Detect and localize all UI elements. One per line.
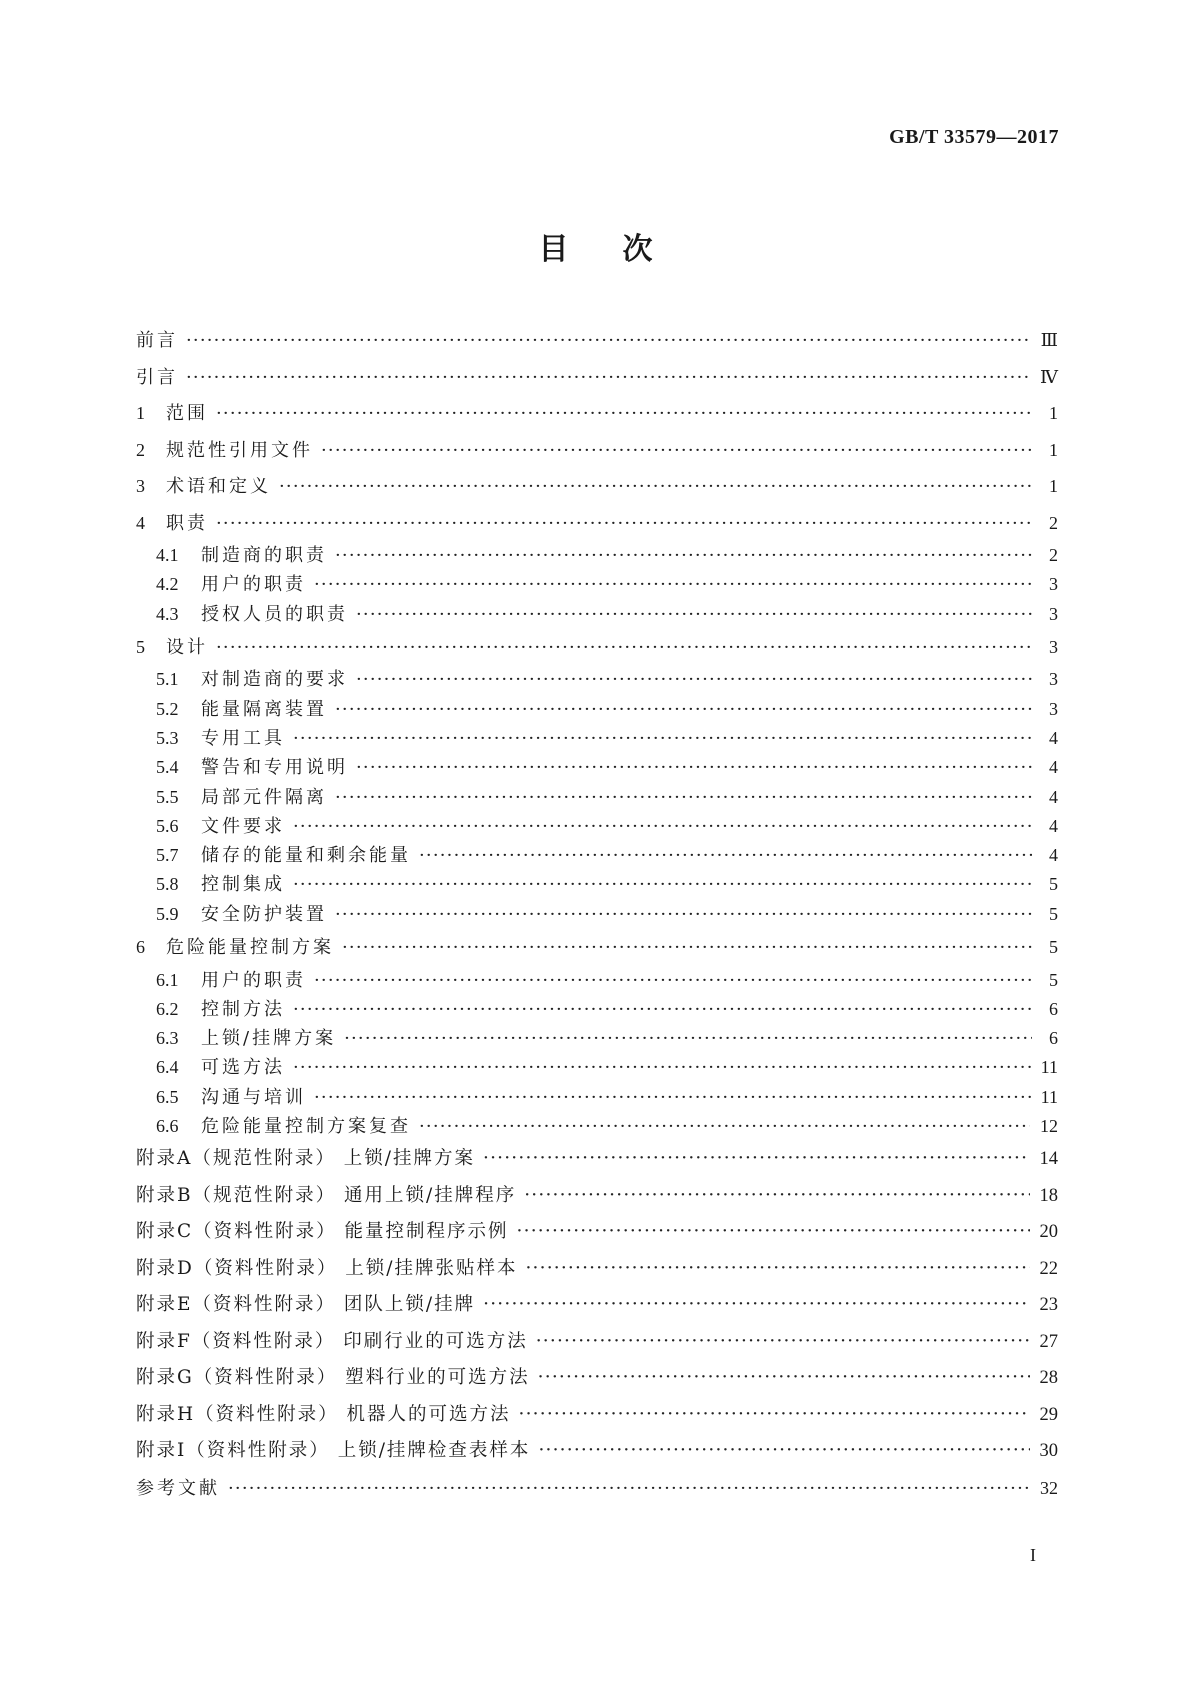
toc-entry[interactable] bbox=[136, 359, 1058, 396]
toc-leader-dots bbox=[216, 506, 1032, 543]
toc-leader-dots bbox=[293, 1053, 1031, 1082]
toc-leader-dots bbox=[293, 724, 1032, 753]
toc-entry[interactable] bbox=[136, 966, 1058, 995]
toc-entry-page: 28 bbox=[1039, 1368, 1058, 1389]
toc-entry-title: 局部元件隔离 bbox=[201, 786, 327, 808]
toc-entry[interactable] bbox=[136, 1324, 1058, 1361]
toc-entry-number: 6 bbox=[136, 937, 145, 958]
toc-entry-page: 14 bbox=[1039, 1149, 1058, 1170]
toc-leader-dots bbox=[356, 600, 1032, 629]
toc-leader-dots bbox=[279, 469, 1032, 506]
toc-entry-title: 授权人员的职责 bbox=[201, 603, 348, 625]
toc-entry-title: 附录B（规范性附录） 通用上锁/挂牌程序 bbox=[136, 1184, 517, 1206]
toc-entry-page: 3 bbox=[1049, 669, 1058, 690]
toc-entry[interactable] bbox=[136, 783, 1058, 812]
toc-leader-dots bbox=[335, 695, 1032, 724]
toc-entry-title: 附录G（资料性附录） 塑料行业的可选方法 bbox=[136, 1367, 530, 1389]
toc-leader-dots bbox=[186, 360, 1030, 397]
toc-entry-page: 4 bbox=[1049, 845, 1058, 866]
toc-entry[interactable] bbox=[136, 395, 1058, 432]
toc-entry[interactable] bbox=[136, 812, 1058, 841]
toc-entry-title: 用户的职责 bbox=[201, 574, 306, 596]
toc-entry-number: 5.9 bbox=[156, 903, 179, 924]
toc-leader-dots bbox=[419, 1112, 1030, 1141]
toc-entry-number: 4.2 bbox=[156, 574, 179, 595]
toc-entry-number: 3 bbox=[136, 476, 145, 496]
toc-leader-dots bbox=[293, 812, 1032, 841]
toc-entry-page: 3 bbox=[1049, 574, 1058, 595]
toc-entry-page: 5 bbox=[1049, 903, 1058, 924]
toc-entry-page: 5 bbox=[1049, 969, 1058, 990]
toc-entry-title: 附录C（资料性附录） 能量控制程序示例 bbox=[136, 1221, 509, 1243]
toc-entry-number: 6.4 bbox=[156, 1057, 179, 1078]
toc-entry-title: 附录H（资料性附录） 机器人的可选方法 bbox=[136, 1403, 511, 1425]
toc-entry-title: 安全防护装置 bbox=[201, 903, 327, 925]
toc-entry-page: 6 bbox=[1049, 998, 1058, 1019]
toc-entry-title: 危险能量控制方案 bbox=[166, 937, 334, 959]
toc-entry[interactable] bbox=[136, 1251, 1058, 1288]
toc-entry[interactable] bbox=[136, 600, 1058, 629]
toc-leader-dots bbox=[216, 396, 1032, 433]
toc-entry-page: 4 bbox=[1049, 815, 1058, 836]
toc-entry-page: 4 bbox=[1049, 757, 1058, 778]
toc-leader-dots bbox=[216, 630, 1032, 667]
toc-entry[interactable] bbox=[136, 541, 1058, 570]
toc-entry-page: 29 bbox=[1039, 1404, 1058, 1425]
toc-entry-title: 储存的能量和剩余能量 bbox=[201, 845, 411, 867]
toc-entry-title: 用户的职责 bbox=[201, 969, 306, 991]
toc-entry-page: 3 bbox=[1049, 603, 1058, 624]
page-title: 目次 bbox=[538, 232, 707, 267]
toc-entry-number: 6.1 bbox=[156, 969, 179, 990]
toc-entry-title: 对制造商的要求 bbox=[201, 669, 348, 691]
toc-entry-page: 1 bbox=[1049, 403, 1058, 423]
toc-entry[interactable] bbox=[136, 665, 1058, 694]
standard-code: GB/T 33579—2017 bbox=[889, 126, 1059, 148]
toc-entry-title: 附录F（资料性附录） 印刷行业的可选方法 bbox=[136, 1330, 528, 1352]
toc-leader-dots bbox=[293, 995, 1032, 1024]
toc-entry-number: 6.2 bbox=[156, 998, 179, 1019]
toc-entry-title: 引言 bbox=[136, 366, 178, 388]
toc-entry[interactable] bbox=[136, 1287, 1058, 1324]
toc-entry-title: 沟通与培训 bbox=[201, 1086, 306, 1108]
toc-entry-page: 4 bbox=[1049, 786, 1058, 807]
toc-entry-title: 设计 bbox=[166, 636, 208, 658]
toc-entry[interactable] bbox=[136, 900, 1058, 929]
toc-leader-dots bbox=[536, 1324, 1030, 1361]
toc-entry-title: 附录I（资料性附录） 上锁/挂牌检查表样本 bbox=[136, 1440, 531, 1462]
toc-entry-title: 规范性引用文件 bbox=[166, 439, 313, 461]
toc-entry-title: 附录D（资料性附录） 上锁/挂牌张贴样本 bbox=[136, 1257, 518, 1279]
toc-entry-page: Ⅳ bbox=[1040, 366, 1058, 387]
toc-entry[interactable] bbox=[136, 1433, 1058, 1470]
toc-entry[interactable] bbox=[136, 1083, 1058, 1112]
toc-entry-title: 可选方法 bbox=[201, 1057, 285, 1079]
toc-entry-title: 制造商的职责 bbox=[201, 545, 327, 566]
toc-entry[interactable] bbox=[136, 1470, 1058, 1507]
toc-leader-dots bbox=[356, 665, 1032, 694]
toc-leader-dots bbox=[314, 966, 1032, 995]
toc-entry-page: 20 bbox=[1039, 1222, 1058, 1243]
toc-entry[interactable] bbox=[136, 432, 1058, 469]
toc-entry-page: 11 bbox=[1040, 1086, 1058, 1107]
page-number: I bbox=[1030, 1545, 1036, 1565]
toc-entry-page: 18 bbox=[1039, 1185, 1058, 1206]
toc-leader-dots bbox=[293, 870, 1032, 899]
toc-entry-number: 5.2 bbox=[156, 698, 179, 719]
toc-entry-number: 1 bbox=[136, 403, 145, 423]
toc-leader-dots bbox=[356, 753, 1032, 782]
toc-entry[interactable] bbox=[136, 1024, 1058, 1053]
toc-entry[interactable] bbox=[136, 841, 1058, 870]
toc-entry-page: 30 bbox=[1039, 1441, 1058, 1462]
toc-entry-number: 6.6 bbox=[156, 1116, 179, 1137]
toc-entry-page: 27 bbox=[1039, 1331, 1058, 1352]
toc-entry-title: 控制方法 bbox=[201, 998, 285, 1020]
toc-entry-title: 职责 bbox=[166, 512, 208, 534]
toc-entry[interactable] bbox=[136, 753, 1058, 782]
toc-leader-dots bbox=[524, 1178, 1029, 1215]
toc-entry-number: 5.4 bbox=[156, 757, 179, 778]
toc-entry-title: 参考文献 bbox=[136, 1477, 220, 1499]
toc-leader-dots bbox=[538, 1433, 1029, 1470]
toc-entry[interactable] bbox=[136, 1397, 1058, 1434]
toc-entry-title: 附录A（规范性附录） 上锁/挂牌方案 bbox=[136, 1148, 475, 1170]
toc-entry-number: 6.3 bbox=[156, 1028, 179, 1049]
toc-leader-dots bbox=[344, 1024, 1032, 1053]
toc-entry[interactable] bbox=[136, 505, 1058, 542]
toc-entry-page: 11 bbox=[1040, 1057, 1058, 1078]
toc-entry-number: 4 bbox=[136, 512, 145, 533]
toc-entry-title: 警告和专用说明 bbox=[201, 757, 348, 779]
toc-entry-title: 能量隔离装置 bbox=[201, 698, 327, 720]
toc-entry-page: 12 bbox=[1040, 1116, 1058, 1137]
toc-entry-number: 5.3 bbox=[156, 727, 179, 748]
toc-entry[interactable] bbox=[136, 995, 1058, 1024]
toc-leader-dots bbox=[483, 1141, 1030, 1178]
toc-entry-page: 1 bbox=[1049, 439, 1058, 460]
toc-entry-title: 上锁/挂牌方案 bbox=[201, 1028, 337, 1050]
toc-entry[interactable] bbox=[136, 1178, 1058, 1215]
toc-leader-dots bbox=[517, 1214, 1030, 1251]
toc-entry-page: 2 bbox=[1049, 545, 1058, 565]
toc-leader-dots bbox=[314, 570, 1032, 599]
toc-entry-title: 控制集成 bbox=[201, 874, 285, 896]
toc-entry-number: 5.8 bbox=[156, 874, 179, 895]
toc-entry[interactable] bbox=[136, 1141, 1058, 1178]
toc-entry-number: 5.5 bbox=[156, 786, 179, 807]
toc-entry-title: 术语和定义 bbox=[166, 476, 271, 497]
toc-entry-title: 范围 bbox=[166, 403, 208, 424]
toc-leader-dots bbox=[538, 1360, 1030, 1397]
toc-entry-page: 4 bbox=[1049, 727, 1058, 748]
toc-entry-page: 1 bbox=[1049, 476, 1058, 496]
toc-entry-page: 3 bbox=[1049, 698, 1058, 719]
toc-leader-dots bbox=[186, 323, 1031, 360]
toc-entry-title: 文件要求 bbox=[201, 815, 285, 837]
toc-entry-number: 4.3 bbox=[156, 603, 179, 624]
toc-entry-title: 危险能量控制方案复查 bbox=[201, 1116, 411, 1138]
toc-entry-page: 3 bbox=[1049, 636, 1058, 657]
toc-entry-page: 23 bbox=[1039, 1295, 1058, 1316]
toc-entry-page: 5 bbox=[1049, 874, 1058, 895]
toc-entry-page: 22 bbox=[1039, 1258, 1058, 1279]
toc-entry-number: 5 bbox=[136, 636, 145, 657]
toc-entry-page: Ⅲ bbox=[1040, 330, 1058, 350]
toc-leader-dots bbox=[335, 541, 1032, 570]
toc-entry-title: 附录E（资料性附录） 团队上锁/挂牌 bbox=[136, 1294, 476, 1316]
toc-entry-title: 专用工具 bbox=[201, 727, 285, 749]
toc-leader-dots bbox=[321, 433, 1032, 470]
toc-entry[interactable] bbox=[136, 468, 1058, 505]
toc-leader-dots bbox=[483, 1287, 1029, 1324]
toc-leader-dots bbox=[525, 1251, 1029, 1288]
toc-entry[interactable] bbox=[136, 1360, 1058, 1397]
toc-entry-number: 5.1 bbox=[156, 669, 179, 690]
toc-entry[interactable] bbox=[136, 1214, 1058, 1251]
toc-entry[interactable] bbox=[136, 870, 1058, 899]
toc-entry[interactable] bbox=[136, 929, 1058, 966]
toc-leader-dots bbox=[335, 783, 1032, 812]
toc-entry[interactable] bbox=[136, 629, 1058, 666]
toc-entry[interactable] bbox=[136, 1112, 1058, 1141]
toc-entry[interactable] bbox=[136, 322, 1058, 359]
toc-leader-dots bbox=[335, 900, 1032, 929]
toc-entry-page: 5 bbox=[1049, 937, 1058, 958]
toc-entry-page: 6 bbox=[1049, 1028, 1058, 1049]
toc-entry-page: 32 bbox=[1040, 1477, 1058, 1498]
toc-entry[interactable] bbox=[136, 1053, 1058, 1082]
toc-leader-dots bbox=[419, 841, 1032, 870]
toc-entry[interactable] bbox=[136, 724, 1058, 753]
table-of-contents bbox=[136, 322, 1058, 1506]
toc-leader-dots bbox=[519, 1397, 1030, 1434]
toc-entry-number: 6.5 bbox=[156, 1086, 179, 1107]
toc-entry-number: 4.1 bbox=[156, 545, 179, 565]
toc-entry-number: 2 bbox=[136, 439, 145, 460]
toc-leader-dots bbox=[314, 1083, 1031, 1112]
toc-leader-dots bbox=[342, 930, 1032, 967]
toc-entry[interactable] bbox=[136, 695, 1058, 724]
toc-entry-number: 5.6 bbox=[156, 815, 179, 836]
toc-entry-page: 2 bbox=[1049, 512, 1058, 533]
toc-entry-number: 5.7 bbox=[156, 845, 179, 866]
toc-entry-title: 前言 bbox=[136, 330, 178, 351]
toc-entry[interactable] bbox=[136, 570, 1058, 599]
toc-leader-dots bbox=[228, 1471, 1030, 1508]
